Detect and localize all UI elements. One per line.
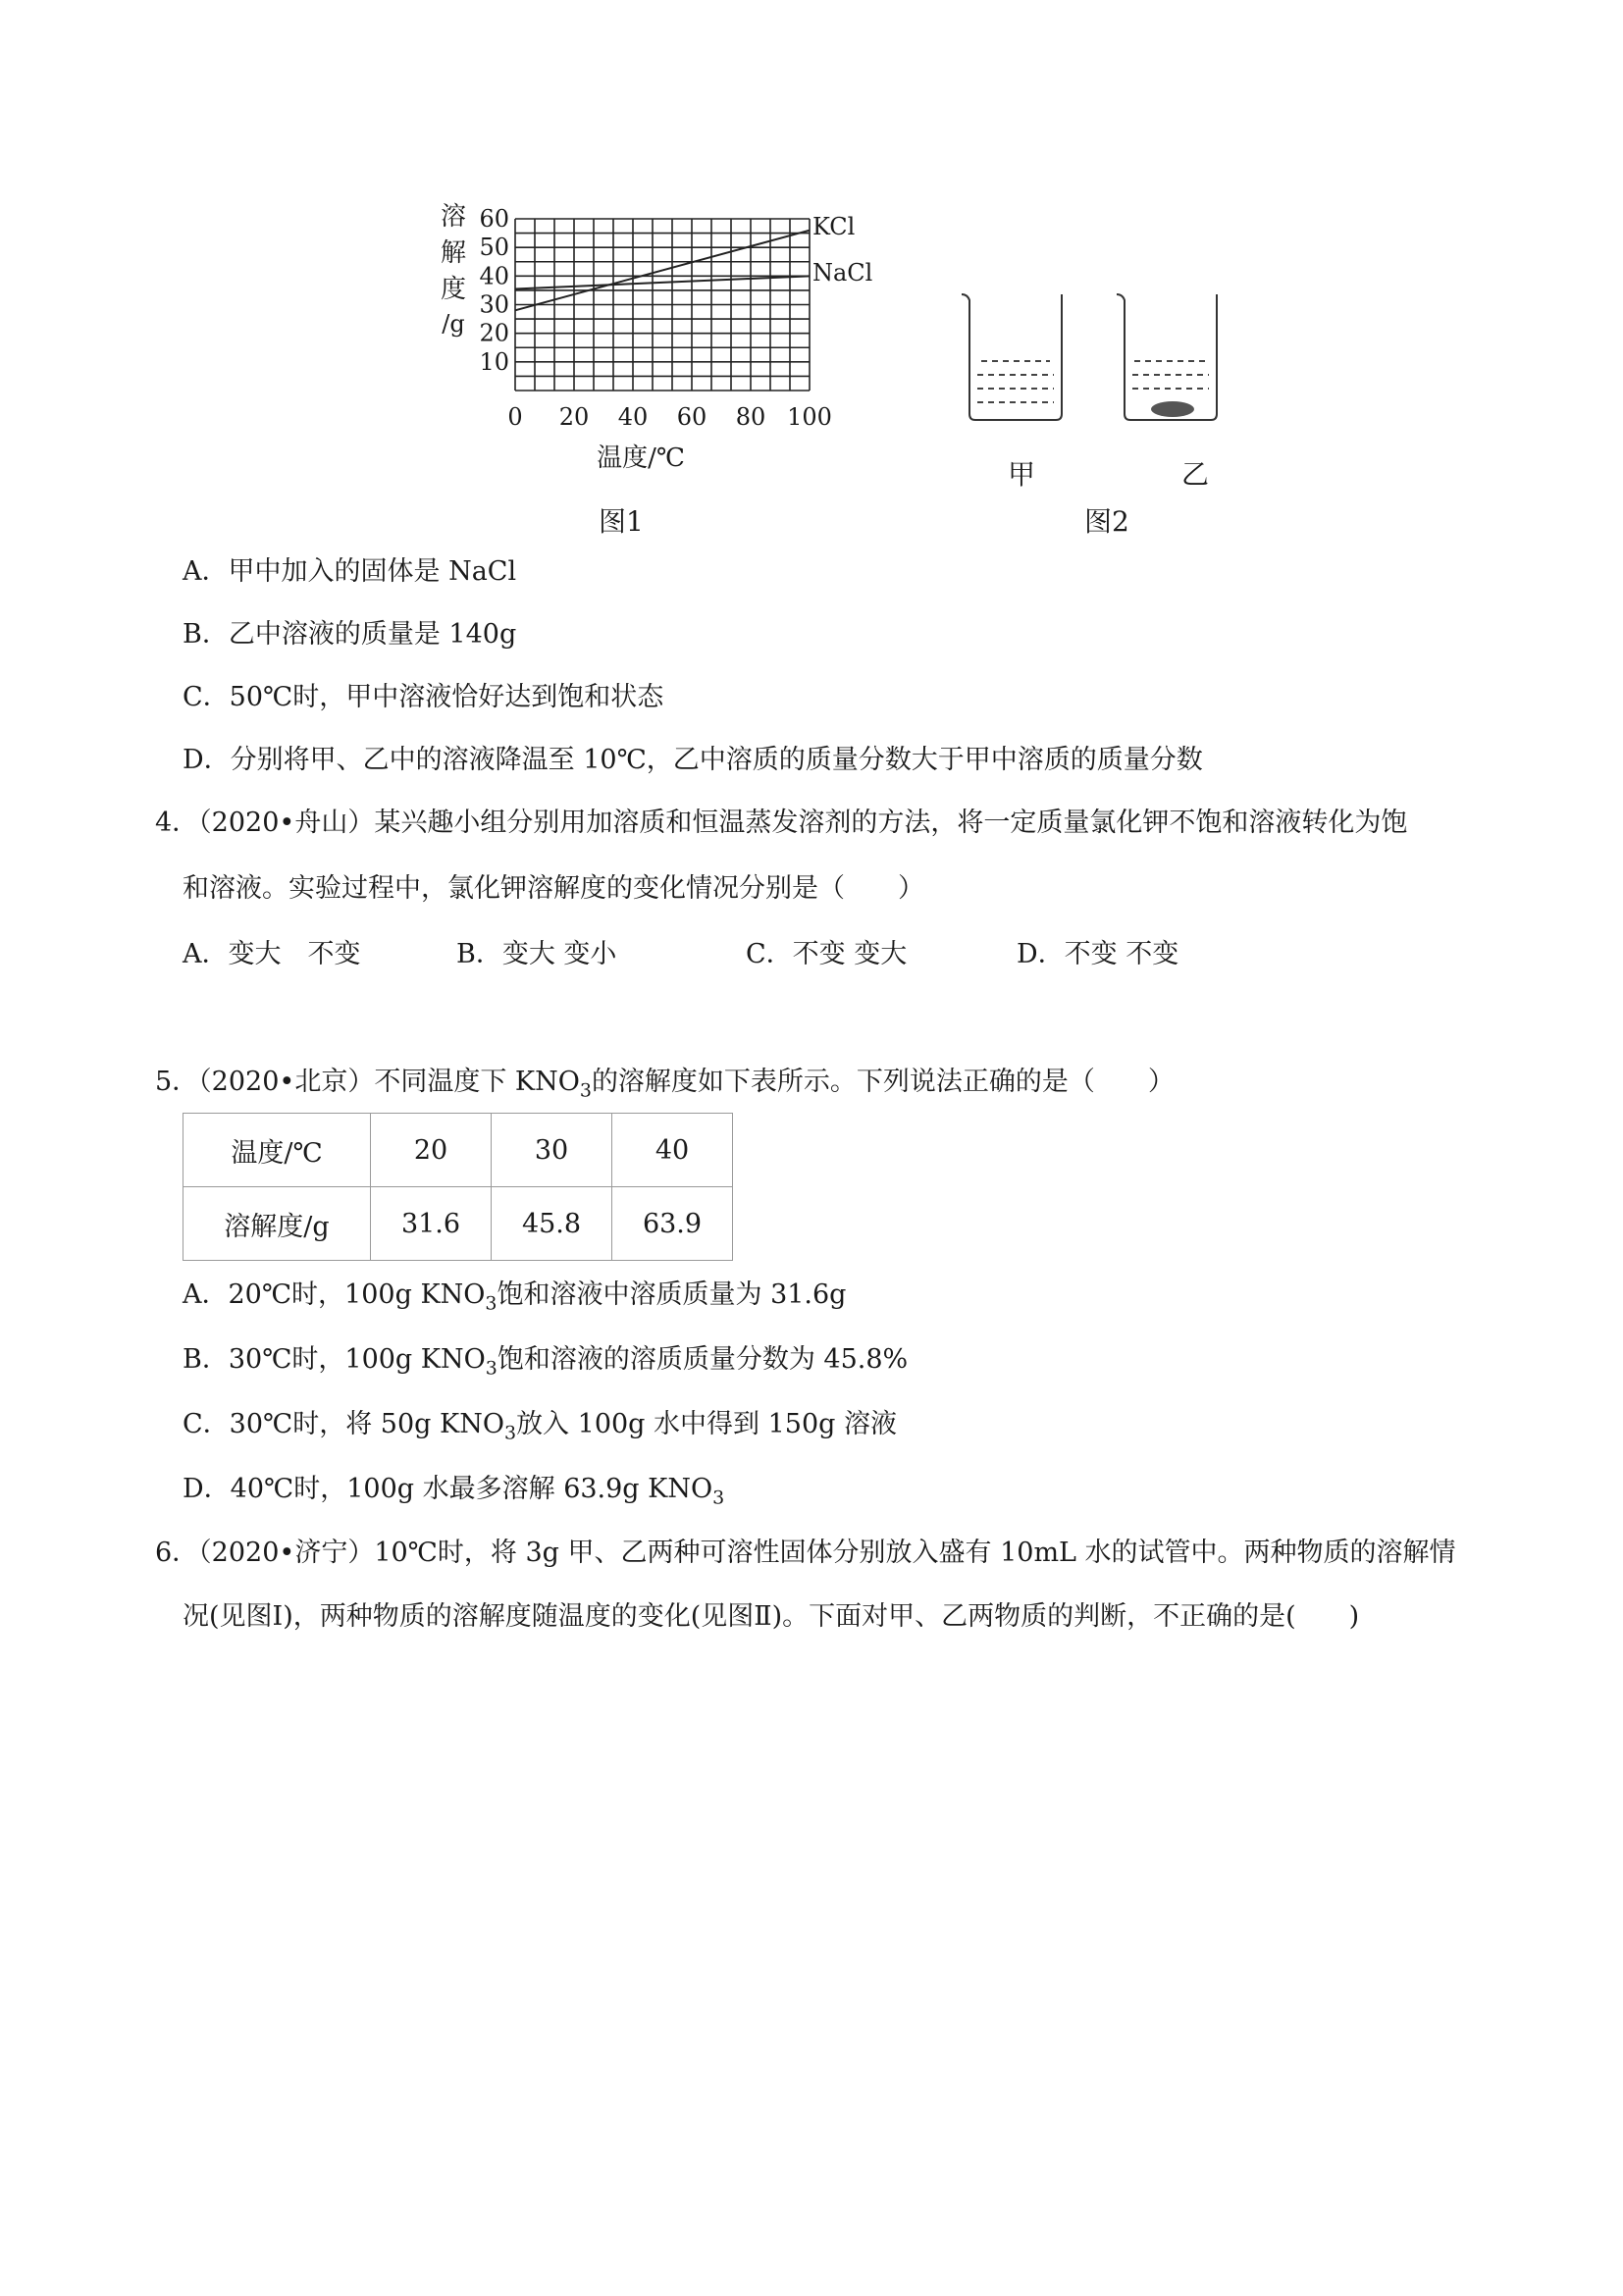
figure-1-caption: 图1	[599, 505, 644, 538]
q5-b-sub: 3	[485, 1357, 497, 1380]
table-row	[183, 1114, 733, 1187]
table-cell: 45.8	[492, 1187, 612, 1261]
x-tick-label: 0	[507, 403, 523, 431]
q4-option-a: A．变大 不变	[183, 939, 361, 969]
y-tick-label: 20	[479, 319, 509, 347]
y-tick-label: 30	[479, 290, 509, 319]
legend-nacl: NaCl	[812, 259, 873, 287]
q3-option-d: D．分别将甲、乙中的溶液降温至 10℃，乙中溶质的质量分数大于甲中溶质的质量分数	[183, 745, 1203, 775]
y-label-char: 度	[440, 275, 467, 304]
beaker-yi	[1117, 294, 1217, 420]
q4-option-b: B．变大 变小	[456, 939, 617, 969]
series-line-nacl	[515, 276, 810, 288]
q6-stem-line-1: 6．（2020•济宁）10℃时，将 3g 甲、乙两种可溶性固体分别放入盛有 10mL 水的试管中。两种物质的溶解情	[155, 1538, 1456, 1568]
q5-option-c	[183, 1405, 897, 1452]
beaker-label-jia: 甲	[1008, 458, 1036, 491]
x-tick-label: 100	[787, 403, 832, 431]
table-cell: 温度/℃	[183, 1114, 371, 1187]
table-cell: 31.6	[371, 1187, 492, 1261]
y-tick-label: 60	[479, 205, 509, 233]
q4-stem-line-2: 和溶液。实验过程中，氯化钾溶解度的变化情况分别是（ ）	[183, 873, 924, 904]
legend-kcl: KCl	[812, 213, 856, 240]
solubility-table	[183, 1113, 733, 1261]
y-tick-label: 50	[479, 234, 509, 262]
y-tick-label: 10	[479, 347, 509, 376]
q5-stem-pre: 5．（2020•北京）不同温度下 KNO	[155, 1067, 580, 1097]
chart-series	[515, 231, 810, 311]
x-tick-label: 40	[617, 403, 649, 431]
table-cell: 20	[371, 1114, 492, 1187]
q3-option-c: C．50℃时，甲中溶液恰好达到饱和状态	[183, 682, 664, 712]
x-tick-label: 60	[676, 403, 707, 431]
q4-option-d: D．不变 不变	[1017, 939, 1179, 969]
beaker-label-yi: 乙	[1181, 458, 1210, 491]
table-cell: 30	[492, 1114, 612, 1187]
x-tick-label: 80	[735, 403, 766, 431]
table-cell: 63.9	[612, 1187, 733, 1261]
q5-option-d	[183, 1470, 724, 1517]
q4-stem-line-1: 4．（2020•舟山）某兴趣小组分别用加溶质和恒温蒸发溶剂的方法，将一定质量氯化钾不饱和溶液转化为饱	[155, 808, 1408, 838]
figure-2-caption: 图2	[1084, 505, 1129, 538]
q5-option-b	[183, 1340, 908, 1387]
q5-a-sub: 3	[485, 1292, 497, 1315]
table-cell: 溶解度/g	[183, 1187, 371, 1261]
q5-c-post: 放入 100g 水中得到 150g 溶液	[516, 1409, 898, 1439]
table-cell: 40	[612, 1114, 733, 1187]
q5-d-pre: D．40℃时，100g 水最多溶解 63.9g KNO	[183, 1474, 713, 1504]
q5-stem	[155, 1063, 1175, 1110]
chart-grid	[515, 219, 810, 391]
q6-stem-line-2: 况(见图Ⅰ)，两种物质的溶解度随温度的变化(见图Ⅱ)。下面对甲、乙两物质的判断，不正确的是( )	[183, 1601, 1360, 1632]
q5-option-a	[183, 1276, 846, 1323]
q5-a-post: 饱和溶液中溶质质量为 31.6g	[497, 1279, 847, 1310]
x-tick-label: 20	[558, 403, 590, 431]
q4-option-c: C．不变 变大	[746, 939, 908, 969]
q5-b-pre: B．30℃时，100g KNO	[183, 1344, 486, 1375]
y-label-char: /g	[442, 310, 465, 338]
q5-b-post: 饱和溶液的溶质质量分数为 45.8%	[497, 1344, 909, 1375]
undissolved-solid	[1151, 401, 1194, 417]
q5-c-pre: C．30℃时，将 50g KNO	[183, 1409, 504, 1439]
y-label-char: 解	[440, 238, 467, 268]
q3-option-b: B．乙中溶液的质量是 140g	[183, 619, 517, 650]
y-tick-labels	[479, 205, 509, 376]
beaker-jia	[962, 294, 1062, 420]
q5-a-pre: A．20℃时，100g KNO	[183, 1279, 486, 1310]
x-tick-labels	[507, 403, 832, 431]
x-axis-label: 温度/℃	[597, 444, 685, 473]
y-label-char: 溶	[440, 202, 467, 232]
q5-d-sub: 3	[712, 1487, 725, 1509]
q5-stem-post: 的溶解度如下表所示。下列说法正确的是（ ）	[591, 1067, 1175, 1097]
solubility-chart	[432, 201, 903, 525]
q3-option-a: A．甲中加入的固体是 NaCl	[183, 556, 517, 587]
table-row	[183, 1187, 733, 1261]
q5-c-sub: 3	[503, 1422, 517, 1444]
q5-stem-sub: 3	[579, 1079, 592, 1102]
y-tick-label: 40	[479, 262, 509, 290]
beakers-figure	[942, 285, 1256, 442]
series-line-kcl	[515, 231, 810, 311]
